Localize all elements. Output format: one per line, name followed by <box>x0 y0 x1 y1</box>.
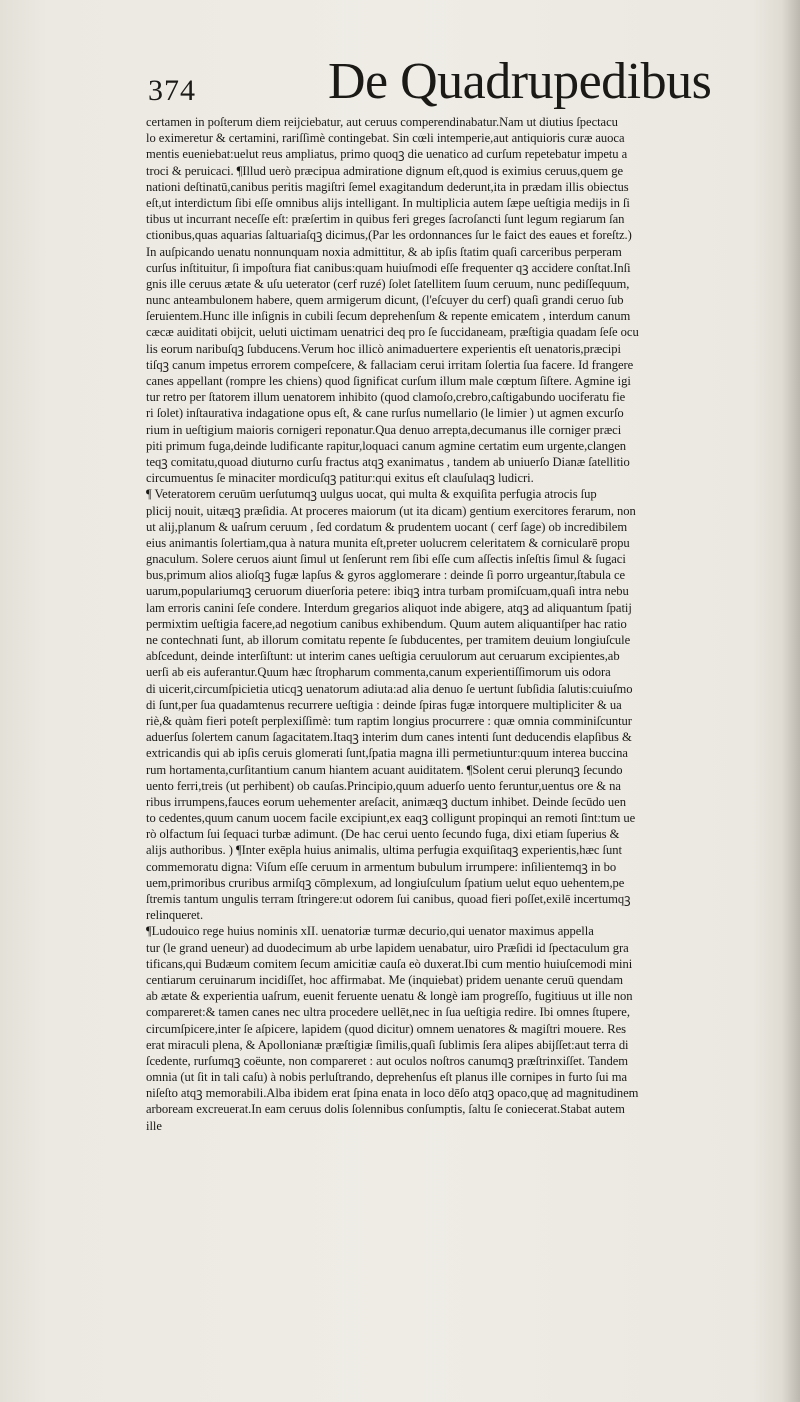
text-line: rum hortamenta,curſitantium canum hiantem acuant auiditatem. ¶Solent cerui plerunqꝫ ſecundo <box>146 762 623 777</box>
text-line: ¶ Veteratorem ceruūm uerſutumqꝫ uulgus uocat, qui multa & exquiſita perfugia atrocis ſup <box>146 487 597 502</box>
text-line: gnaculum. Solere ceruos aiunt ſimul ut ſenſerunt rem ſibi eſſe cum aſſectis inſeſtis ſimul & ſugaci <box>146 552 626 567</box>
text-line: canes appellant (rompre les chiens) quod ſignificat curſum illum male cœptum ſiſtere. Agmine igi <box>146 374 631 388</box>
text-line: omnia (ut ſit in tali caſu) à nobis perluſtrando, deprehenſus eſt planus ille cornipes in furto ſui ma <box>146 1070 628 1085</box>
paragraph <box>146 486 794 923</box>
text-line: riè,& quàm fieri poteſt perplexiſſimè: tum raptim longius procurrere : quæ omnia comminiſcuntur <box>146 713 632 728</box>
paragraph <box>146 923 794 1133</box>
text-line: circumſpicere,inter ſe aſpicere, lapidem (quod dicitur) omnem uenatores & magiſtri mouere. Res <box>146 1021 626 1036</box>
text-line: erat miraculi plena, & Apollonianæ præſtigiæ ſimilis,quaſi ſublimis ſera alipes abijſſet:aut terra di <box>146 1037 629 1052</box>
text-line: tibus ut incurrant neceſſe eſt: præſertim in quibus feri greges ſacroſancti ſunt legum regiarum ſan <box>146 212 625 227</box>
text-line: rò olfactum ſui ſequaci turbæ adimunt. (De hac cerui uento ſecundo fuga, dixi etiam ſuperius & <box>146 827 620 842</box>
text-line: uem,primoribus cruribus armiſqꝫ cōmplexum, ad longiuſculum ſpatium uelut equo uehentem,pe <box>146 875 625 890</box>
text-line: niſeſto atqꝫ memorabili.Alba ibidem erat ſpina enata in loco dēſo atqꝫ opaco,quę ad magnitudinem <box>146 1086 639 1101</box>
text-line: ri ſolet) inſtaurativa indagatione opus eſt, & cane rurſus numellario (le limier ) ut agmen excurſo <box>146 406 624 421</box>
text-line: plicij nouit, uitæqꝫ præſidia. At proceres maiorum (ut ita dicam) gentium exercitores ferarum, non <box>146 503 636 518</box>
text-line: curſus inſtituitur, ſi impoſtura fiat canibus:quam huiuſmodi eſſe frequenter qꝫ accidere conſtat.Inſi <box>146 260 631 275</box>
text-line: lo eximeretur & certamini, rariſſimè contingebat. Sin cœli intemperie,aut antiquioris curæ auoca <box>146 131 625 146</box>
text-line: lis eorum naribuſqꝫ ſubducens.Verum hoc illicò animaduertere experientis eſt uenatoris,præcipi <box>146 341 621 356</box>
text-line: nationi deſtinatū,canibus peritis magiſtri ſemel exagitandum dederunt,ita in prædam illis obiectus <box>146 179 629 194</box>
text-line: di uicerit,circumſpicietia uticqꝫ uenatorum adiuta:ad alia denuo ſe uertunt ſubſidia ſalutis:cuiuſmo <box>146 681 633 696</box>
text-line: to cedentes,quum canum uocem facile excipiunt,ex eaqꝫ colligunt propinqui an remoti ſint:tum ue <box>146 811 636 826</box>
text-line: gnis ille ceruus ætate & uſu ueterator (cerf ruzé) ſolet ſatellitem ſuum ceruum, nunc pediſſequum, <box>146 276 630 291</box>
text-line: mentis eueniebat:uelut reus ampliatus, primo quoqꝫ die uenatico ad curſum repetebatur impetu a <box>146 147 628 162</box>
text-line: permixtim ueſtigia facere,ad negotium canibus exhibendum. Quum autem aliquantiſper hac ratio <box>146 616 627 631</box>
running-title: De Quadrupedibus <box>328 53 712 110</box>
text-line: teqꝫ comitatu,quoad diuturno curſu fractus atqꝫ exanimatus , tandem ab uniuerſo Dianæ ſatellitio <box>146 454 630 469</box>
text-line: abſcedunt, deinde interſiſtunt: ut interim canes ueſtigia ceruulorum aut ceruarum excipientes,ab <box>146 649 620 664</box>
text-line: eius animantis ſolertiam,qua à natura munita eſt,prҽter uolucrem celeritatem & cornicularē propu <box>146 535 630 550</box>
text-line: ſeruientem.Hunc ille inſignis in cubili ſecum deprehenſum & repente emicatem , interdum canum <box>146 309 631 324</box>
text-line: ab ætate & experientia uaſrum, euenit feruente uenatu & longè iam progreſſo, fugitiuus ut ille non <box>146 989 633 1004</box>
text-line: arboream excreuerat.In eam ceruus dolis ſolennibus conſumptis, ſaltu ſe coniecerat.Stabat autem <box>146 1102 625 1117</box>
text-line: In auſpicando uenatu nonnunquam noxia admittitur, & ab ipſis ſtatim quaſi carceribus perperam <box>146 244 622 259</box>
text-line: centiarum ceruinarum incidiſſet, hoc affirmabat. Me (inquiebat) pridem uenante ceruū quendam <box>146 972 624 987</box>
text-line: cæcæ auiditati obijcit, ueluti uictimam uenatrici deq pro ſe ſuccidaneam, præſtigia quadam ſeſe ocu <box>146 325 639 340</box>
text-line: extricandis qui ab ipſis ceruis glomerati ſunt,ſpatia magna illi permetiuntur:quum interea buccina <box>146 746 628 761</box>
text-line: uerſi ab eis auferantur.Quum hæc ſtropharum commenta,canum experientiſſimorum uis odora <box>146 665 611 680</box>
body-text <box>146 114 794 1134</box>
text-line: circumuentus ſe minaciter mordicuſqꝫ patitur:qui exitus eſt clauſulaqꝫ ludicri. <box>146 471 534 486</box>
paragraph <box>146 114 794 486</box>
text-line: ut alij,planum & uaſrum ceruum , ſed cordatum & prudentem uocant ( cerf ſage) ob incredibilem <box>146 519 628 534</box>
text-line: alijs authoribus. ) ¶Inter exēpla huius animalis, ultima perfugia exquiſitaqꝫ experientis,hæc ſunt <box>146 843 622 858</box>
text-line: tificans,qui Budæum comitem ſecum amicitiæ cauſa eò duxerat.Ibi cum mentio huiuſcemodi mini <box>146 956 633 971</box>
text-line: ne contechnati ſunt, ab illorum comitatu repente ſe ſubducentes, per tramitem deuium longiuſcule <box>146 633 631 647</box>
text-line: relinqueret. <box>146 908 204 923</box>
text-line: ctionibus,quas aquarias ſaltuariaſqꝫ dicimus,(Par les ordonnances ſur le faict des eaues et foreſtz.) <box>146 228 632 243</box>
text-line: tiſqꝫ canum impetus errorem compeſcere, & fallaciam cerui irritam ſolertia ſua facere. Id frangere <box>146 357 634 372</box>
text-line: uento ferri,treis (ut perhibent) ob cauſas.Principio,quum aduerſo uento feruntur,uentus ore & na <box>146 778 621 793</box>
text-line: ſcedente, rurſumqꝫ coëunte, non compareret : aut oculos noſtros canumqꝫ præſtrinxiſſet. Tandem <box>146 1053 628 1068</box>
text-line: uarum,populariumqꝫ ceruorum diuerſoria petere: ibiqꝫ intra turbam promiſcuam,quaſi intra nebu <box>146 584 629 599</box>
text-line: piti primum fuga,deinde ludificante rapitur,loquaci canum agmine certatim eum urgente,clangen <box>146 438 627 453</box>
text-line: aduerſus ſolertem canum ſagacitatem.Itaqꝫ interim dum canes intenti ſunt deducendis elapſibus & <box>146 730 632 745</box>
text-line: commemoratu digna: Viſum eſſe ceruum in armentum bubulum irrumpere: inſilientemqꝫ in bo <box>146 859 617 874</box>
text-line: rium in ueſtigium maioris cornigeri reponatur.Qua denuo arrepta,decumanus ille corniger præci <box>146 422 622 437</box>
page-header <box>148 52 788 122</box>
page-number: 374 <box>148 74 196 107</box>
text-line: tur retro per ſtatorem illum uenatorem inhibito (quod clamoſo,crebro,caſtigabundo uociferatu fie <box>146 390 626 405</box>
text-line: nunc anteambulonem habere, quem armigerum dicunt, (l'eſcuyer du cerf) quaſi grandi ceruo ſub <box>146 293 624 308</box>
text-line: troci & peruicaci. ¶Illud uerò præcipua admiratione dignum eſt,quod is eximius ceruus,quem ge <box>146 163 624 178</box>
text-line: certamen in poſterum diem reijciebatur, aut ceruus comperendinabatur.Nam ut diutius ſpectacu <box>146 115 618 129</box>
text-line: ille <box>146 1118 162 1133</box>
text-line: ſtremis tantum ungulis terram ſtringere:ut odorem ſui canibus, quoad fieri poſſet,exilē incertumqꝫ <box>146 892 631 906</box>
text-line: di ſunt,per ſua quadamtenus recurrere ueſtigia : deinde ſpiras fugæ intorquere multipliciter & ua <box>146 697 622 712</box>
text-line: ¶Ludouico rege huius nominis xII. uenatoriæ turmæ decurio,qui uenator maximus appella <box>146 924 594 939</box>
text-line: tur (le grand ueneur) ad duodecimum ab urbe lapidem uenabatur, uiro Præſidi id ſpectaculum gra <box>146 940 629 955</box>
text-line: bus,primum alios alioſqꝫ fugæ lapſus & gyros agglomerare : deinde ſi porro urgeantur,ſtabula ce <box>146 568 626 583</box>
text-line: lam erroris canini ſeſe condere. Interdum gregarios aliquot inde abigere, atqꝫ ad aliquantum ſpatij <box>146 600 632 615</box>
text-line: eſt,ut interdictum ſibi eſſe omnibus alijs intelligant. In multiplicia autem ſæpe ueſtigia medijs in ſi <box>146 195 630 210</box>
text-line: compareret:& tamen canes nec ultra procedere uellēt,nec in ſua ueſtigia redire. Ibi omnes ſtupere, <box>146 1005 630 1020</box>
text-line: ribus irrumpens,fauces eorum uehementer areſacit, animæqꝫ ductum inhibet. Deinde ſecūdo uen <box>146 794 626 809</box>
